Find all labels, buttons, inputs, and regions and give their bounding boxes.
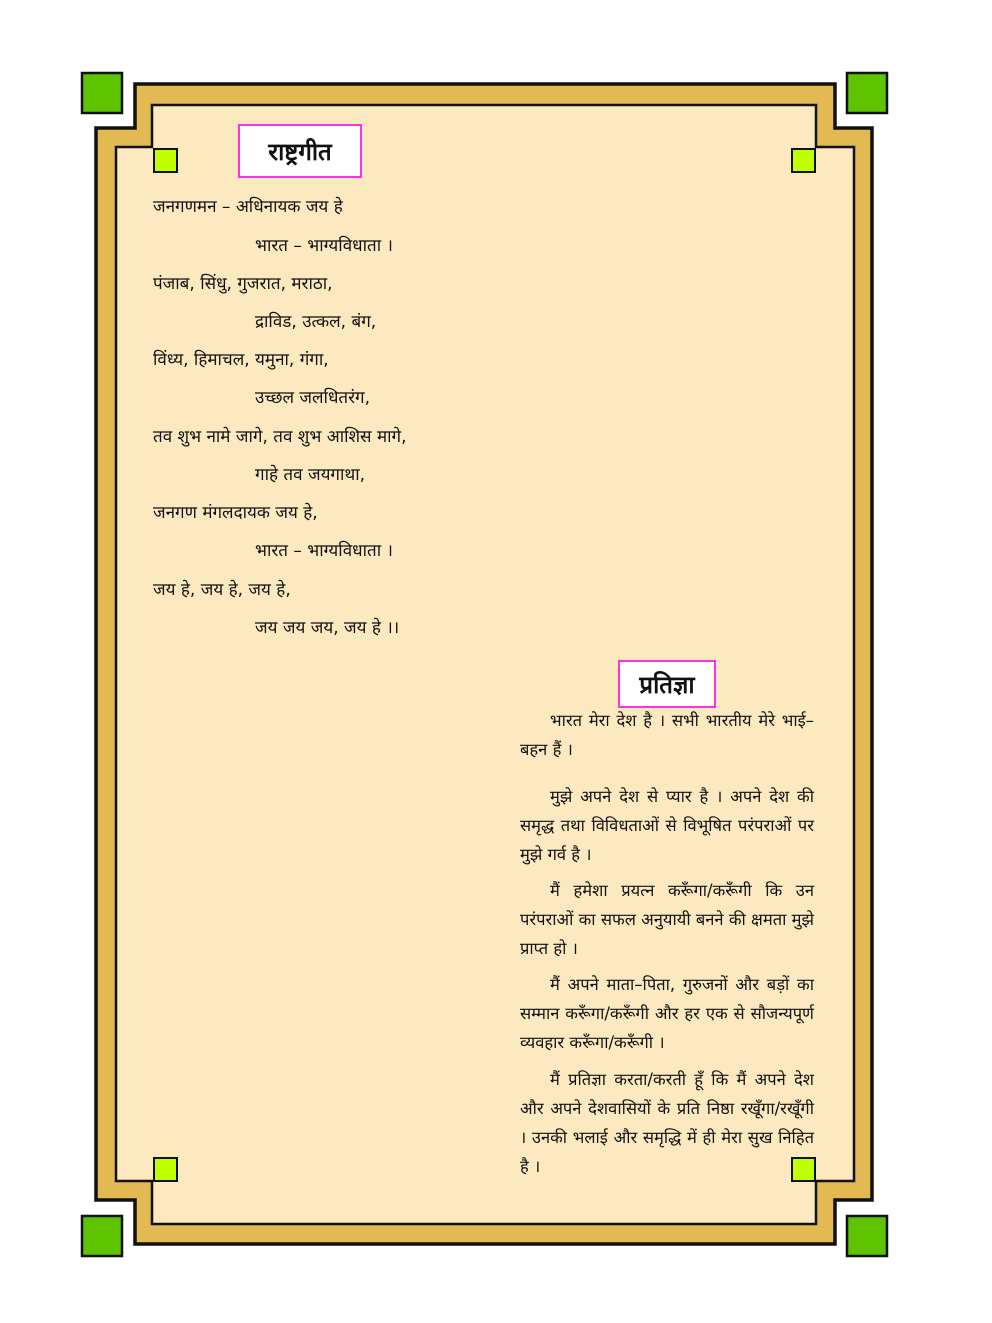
pledge-title: प्रतिज्ञा bbox=[618, 660, 716, 708]
frame-outer-border bbox=[135, 0, 873, 84]
inner-square-bottom-left bbox=[154, 1158, 177, 1181]
anthem-line: जनगणमन – अधिनायक जय हे bbox=[153, 197, 343, 217]
anthem-line: उच्छल जलधितरंग, bbox=[255, 388, 371, 408]
corner-square-bottom-right bbox=[847, 1216, 887, 1256]
corner-square-top-left bbox=[82, 73, 122, 113]
anthem-line: जय जय जय, जय हे ।। bbox=[255, 618, 400, 638]
inner-square-top-right bbox=[792, 149, 815, 172]
anthem-line: जय हे, जय हे, जय हे, bbox=[153, 580, 291, 600]
anthem-line: गाहे तव जयगाथा, bbox=[255, 465, 366, 485]
corner-square-bottom-left bbox=[82, 1216, 122, 1256]
anthem-line: जनगण मंगलदायक जय हे, bbox=[153, 503, 318, 523]
anthem-title: राष्ट्रगीत bbox=[238, 124, 362, 178]
anthem-line: भारत – भाग्यविधाता । bbox=[255, 541, 393, 561]
pledge-paragraph: मैं अपने माता–पिता, गुरुजनों और बड़ों का सम्मान करूँगा/करूँगी और हर एक से सौजन्यपूर्ण व्यवहार करूँगा/करूँगी । bbox=[520, 975, 814, 1052]
anthem-line: द्राविड, उत्कल, बंग, bbox=[255, 312, 377, 332]
anthem-line: पंजाब, सिंधु, गुजरात, मराठा, bbox=[153, 274, 333, 294]
pledge-paragraph: मुझे अपने देश से प्यार है । अपने देश की समृद्ध तथा विविधताओं से विभूषित परंपराओं पर मुझे गर्व है । bbox=[520, 787, 814, 864]
anthem-line: विंध्य, हिमाचल, यमुना, गंगा, bbox=[153, 350, 329, 370]
anthem-line: तव शुभ नामे जागे, तव शुभ आशिस मागे, bbox=[153, 427, 407, 447]
corner-square-top-right bbox=[847, 73, 887, 113]
pledge-paragraph: मैं प्रतिज्ञा करता/करती हूँ कि मैं अपने देश और अपने देशवासियों के प्रति निष्ठा रखूँगा/रखूँगी । उनकी भलाई और समृद्धि में ही मेरा सुख निहित है । bbox=[520, 1070, 814, 1176]
pledge-paragraph: मैं हमेशा प्रयत्न करूँगा/करूँगी कि उन परंपराओं का सफल अनुयायी बनने की क्षमता मुझे प्राप्त हो । bbox=[520, 881, 814, 958]
inner-square-top-left bbox=[154, 149, 177, 172]
pledge-paragraph: भारत मेरा देश है । सभी भारतीय मेरे भाई–बहन हैं । bbox=[520, 711, 814, 759]
anthem-line: भारत – भाग्यविधाता । bbox=[255, 236, 393, 256]
